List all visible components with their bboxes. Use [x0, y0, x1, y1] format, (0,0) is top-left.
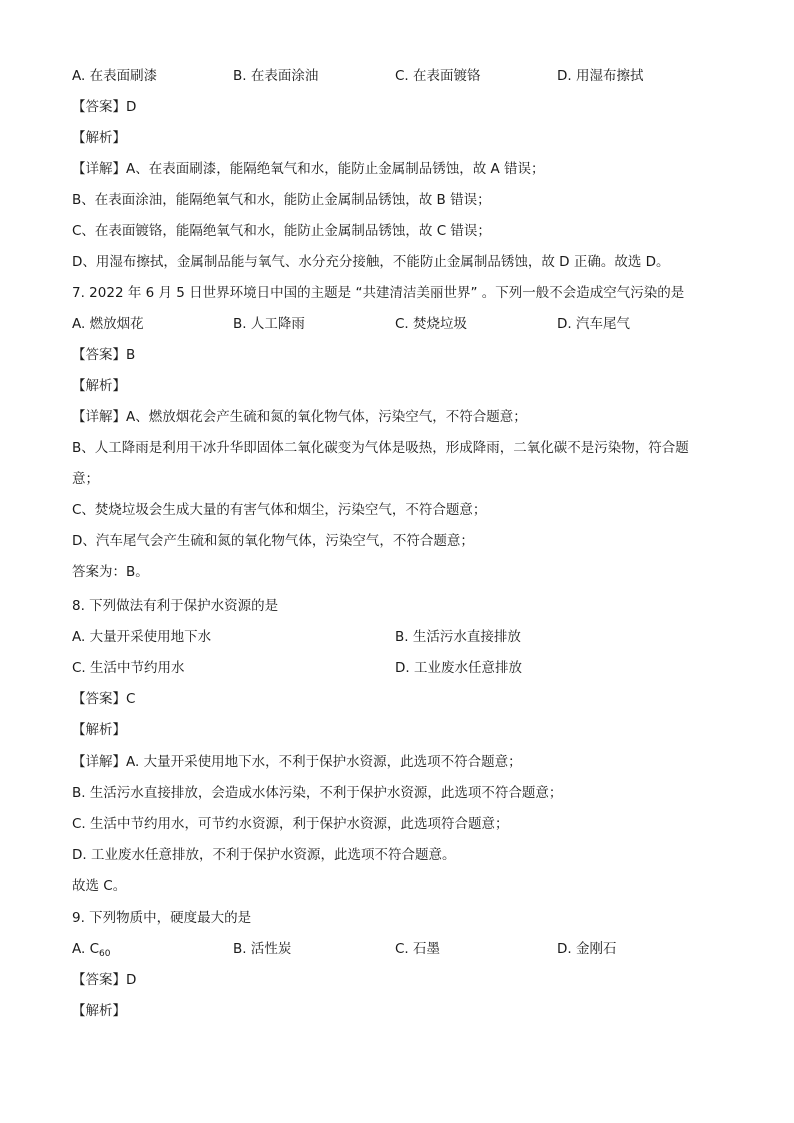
q8-option-a: A. 大量开采使用地下水	[72, 629, 212, 645]
q6-detail-line-4: D、用湿布擦拭，金属制品能与氧气、水分充分接触，不能防止金属制品锈蚀，故 D 正确。故选 D。	[72, 254, 670, 270]
q9-stem: 9. 下列物质中，硬度最大的是	[72, 910, 252, 926]
q6-option-d: D. 用湿布擦拭	[557, 68, 644, 84]
q7-detail-line-1	[72, 407, 722, 427]
q7-analysis-tag: 【解析】	[72, 378, 126, 394]
q8-detail-line-3: C. 生活中节约用水，可节约水资源，利于保护水资源，此选项符合题意；	[72, 816, 509, 832]
q8-conclusion: 故选 C。	[72, 878, 127, 894]
q8-detail-line-2: B. 生活污水直接排放，会造成水体污染，不利于保护水资源，此选项不符合题意；	[72, 785, 563, 801]
q6-option-b: B. 在表面涂油	[233, 68, 319, 84]
q9-option-c: C. 石墨	[395, 941, 441, 957]
q9-option-b: B. 活性炭	[233, 941, 292, 957]
detail-tag: 【详解】	[72, 754, 126, 770]
q8-stem: 8. 下列做法有利于保护水资源的是	[72, 598, 279, 614]
detail-text: A、燃放烟花会产生硫和氮的氧化物气体，污染空气，不符合题意；	[126, 409, 527, 425]
q6-detail-line-2: B、在表面涂油，能隔绝氧气和水，能防止金属制品锈蚀，故 B 错误；	[72, 192, 491, 208]
answer-tag: 【答案】	[72, 347, 126, 363]
q7-option-d: D. 汽车尾气	[557, 316, 630, 332]
answer-value: D	[126, 99, 137, 115]
detail-text: A. 大量开采使用地下水，不利于保护水资源，此选项不符合题意；	[126, 754, 522, 770]
q7-detail-line-2: B、人工降雨是利用干冰升华即固体二氧化碳变为气体是吸热，形成降雨，二氧化碳不是污染物，符合题	[72, 440, 689, 456]
q6-option-a: A. 在表面刷漆	[72, 68, 158, 84]
q7-option-b: B. 人工降雨	[233, 316, 305, 332]
q7-detail-line-3: 意；	[72, 471, 99, 487]
q9-option-a	[72, 939, 110, 959]
q9-option-a-subscript: 60	[99, 949, 111, 959]
answer-value: D	[126, 972, 137, 988]
q6-analysis-tag: 【解析】	[72, 130, 126, 146]
detail-tag: 【详解】	[72, 409, 126, 425]
q7-option-c: C. 焚烧垃圾	[395, 316, 468, 332]
q7-stem: 7. 2022 年 6 月 5 日世界环境日中国的主题是 “共建清洁美丽世界” 。下列一般不会造成空气污染的是	[72, 285, 685, 301]
answer-tag: 【答案】	[72, 972, 126, 988]
q9-option-a-label: A. C	[72, 941, 100, 957]
q8-option-c: C. 生活中节约用水	[72, 660, 185, 676]
q8-option-b: B. 生活污水直接排放	[395, 629, 521, 645]
detail-tag: 【详解】	[72, 161, 126, 177]
answer-tag: 【答案】	[72, 99, 126, 115]
q8-option-d: D. 工业废水任意排放	[395, 660, 522, 676]
q7-detail-line-4: C、焚烧垃圾会生成大量的有害气体和烟尘，污染空气，不符合题意；	[72, 502, 487, 518]
q6-detail-line-1	[72, 159, 722, 179]
detail-text: A、在表面刷漆，能隔绝氧气和水，能防止金属制品锈蚀，故 A 错误；	[126, 161, 545, 177]
q8-detail-line-4: D. 工业废水任意排放，不利于保护水资源，此选项不符合题意。	[72, 847, 456, 863]
q6-option-c: C. 在表面镀铬	[395, 68, 481, 84]
q7-conclusion: 答案为：B。	[72, 564, 149, 580]
q7-option-a: A. 燃放烟花	[72, 316, 144, 332]
answer-value: C	[126, 691, 136, 707]
q9-analysis-tag: 【解析】	[72, 1003, 126, 1019]
q9-option-d: D. 金刚石	[557, 941, 617, 957]
answer-tag: 【答案】	[72, 691, 126, 707]
q6-detail-line-3: C、在表面镀铬，能隔绝氧气和水，能防止金属制品锈蚀，故 C 错误；	[72, 223, 491, 239]
answer-value: B	[126, 347, 136, 363]
q6-answer	[72, 97, 722, 117]
q9-answer	[72, 970, 722, 990]
q7-answer	[72, 345, 722, 365]
q8-analysis-tag: 【解析】	[72, 722, 126, 738]
q7-detail-line-5: D、汽车尾气会产生硫和氮的氧化物气体，污染空气，不符合题意；	[72, 533, 474, 549]
q8-detail-line-1	[72, 752, 722, 772]
q8-answer	[72, 689, 722, 709]
